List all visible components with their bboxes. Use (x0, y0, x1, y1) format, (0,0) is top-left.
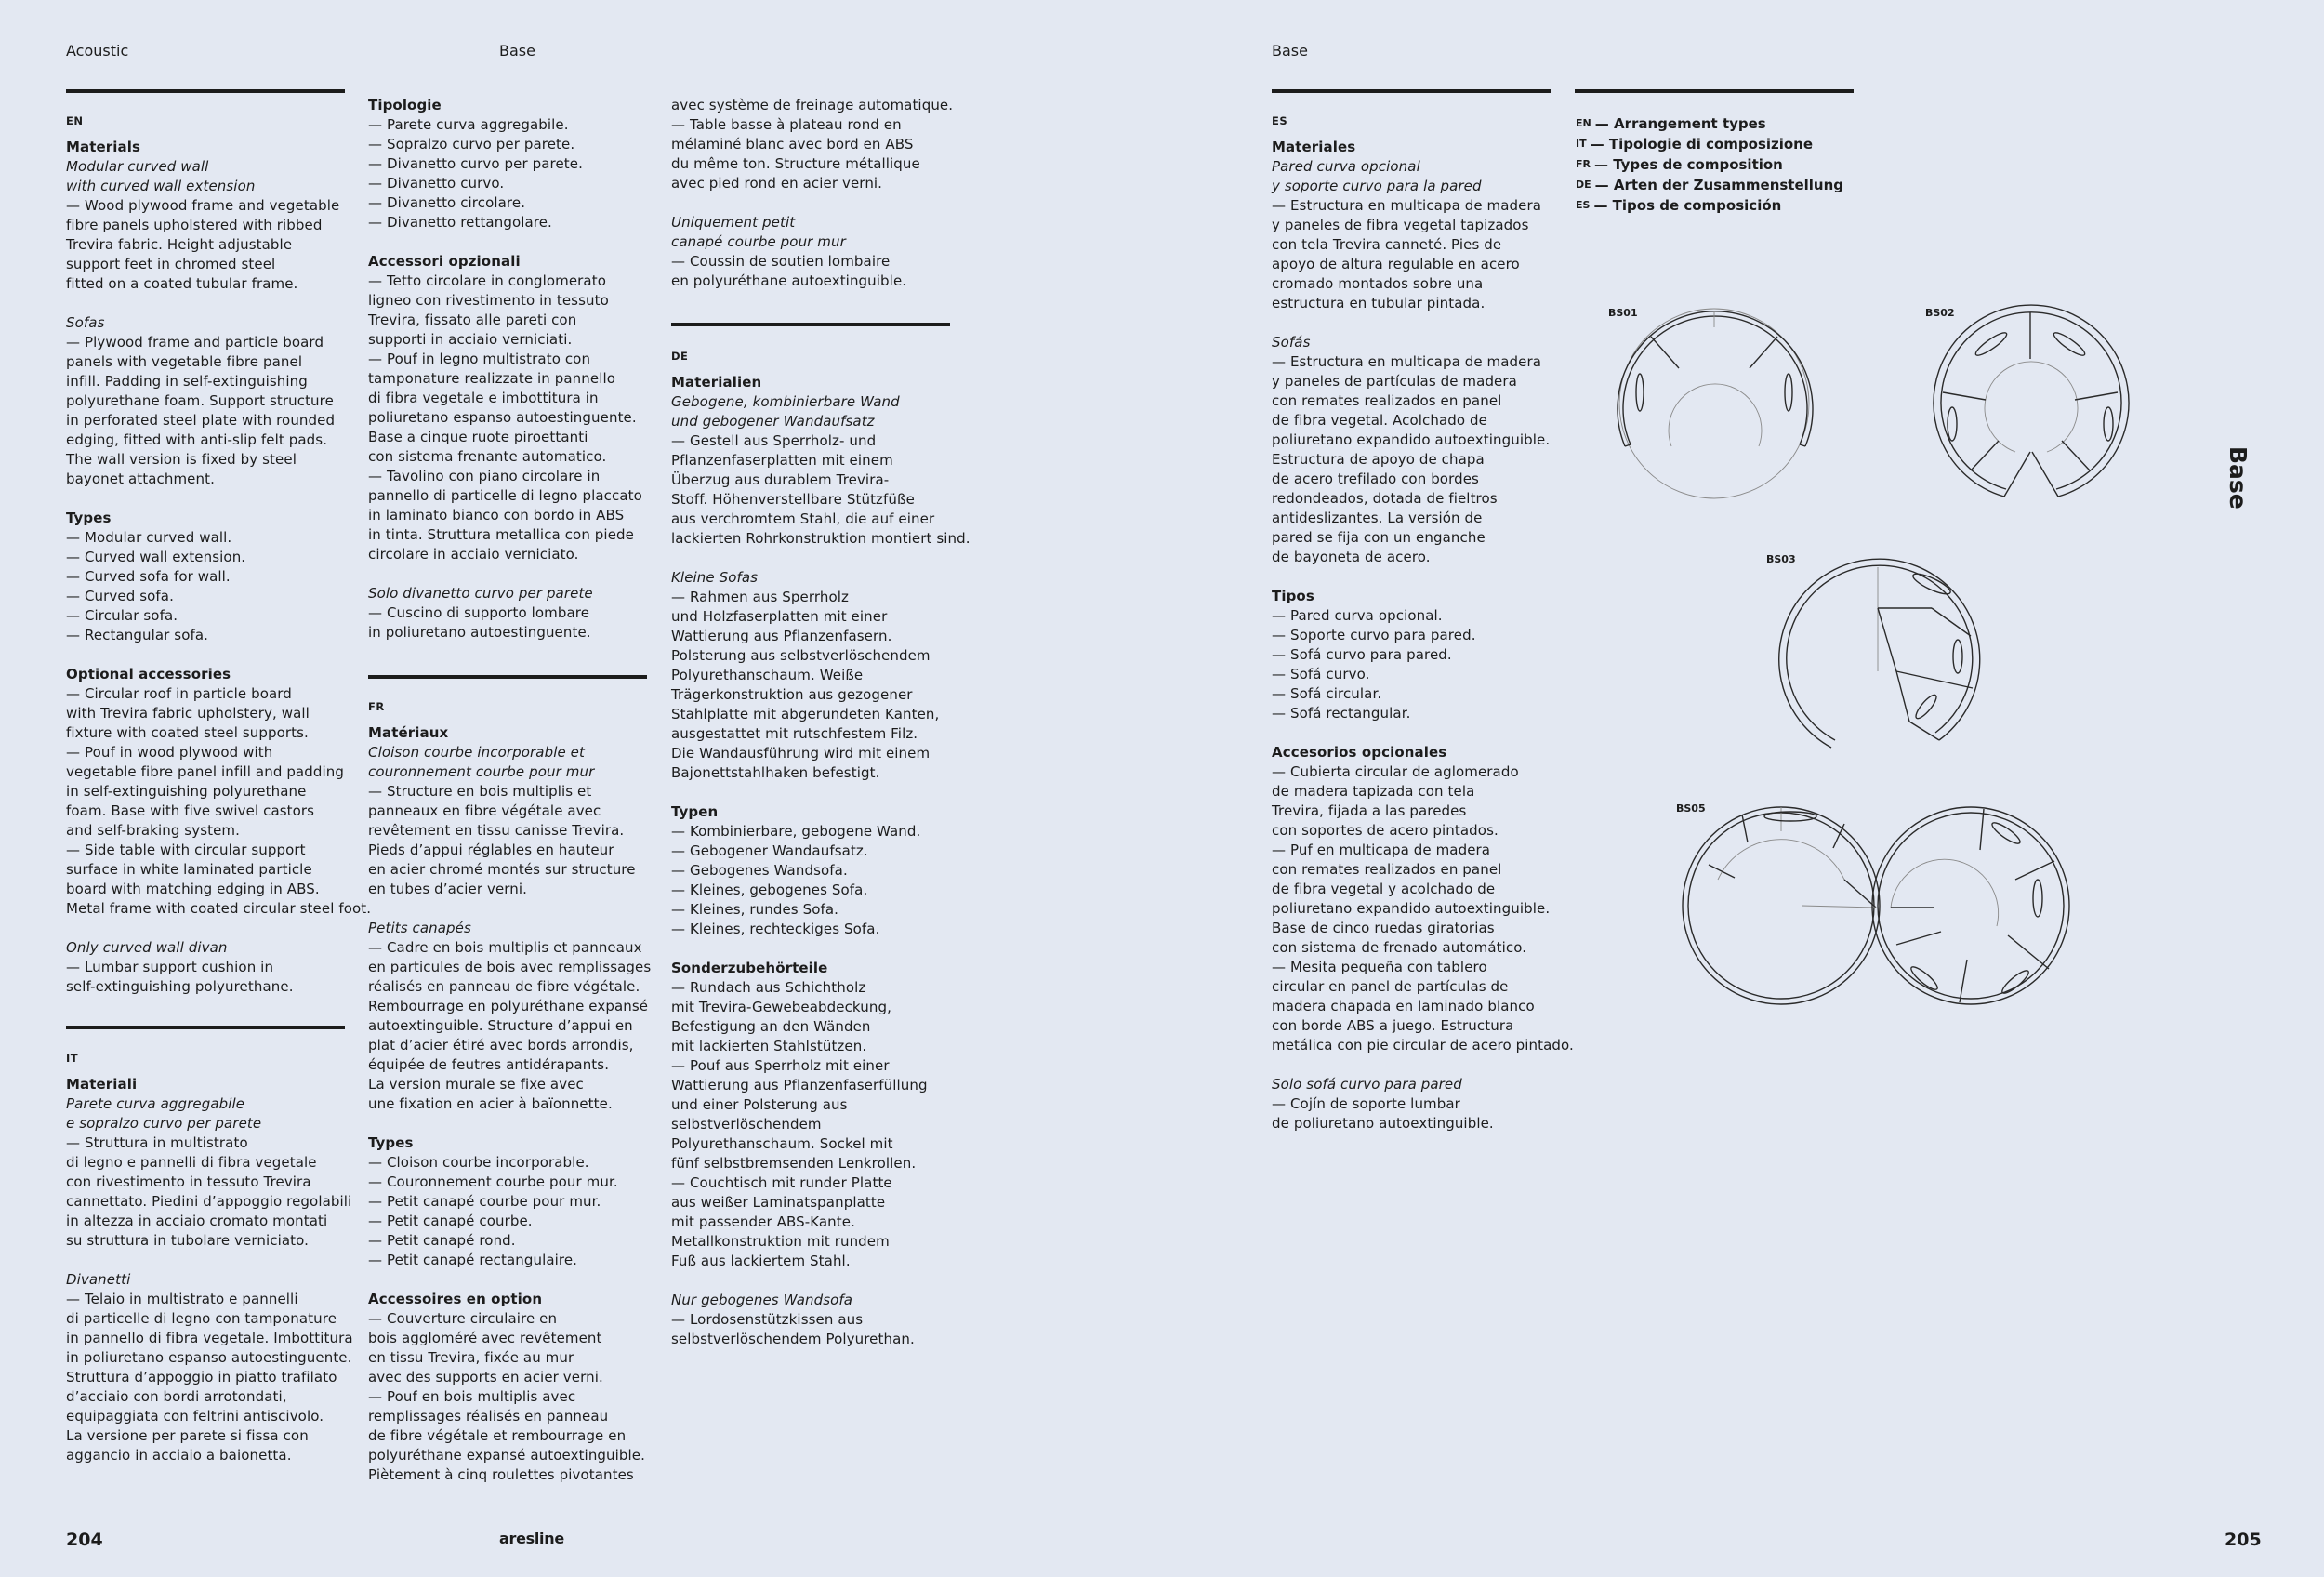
text-line: aus verchromtem Stahl, die auf einer (671, 510, 935, 527)
text-line: — Petit canapé courbe pour mur. (368, 1193, 601, 1210)
text-line: mit lackierten Stahlstützen. (671, 1038, 867, 1054)
text-line: panels with vegetable fibre panel (66, 353, 303, 370)
text-line: — Cojín de soporte lumbar (1272, 1095, 1460, 1112)
arrangement-item: IT — Tipologie di composizione (1576, 136, 1814, 152)
text-line: fünf selbstbremsenden Lenkrollen. (671, 1155, 917, 1172)
text-line: polyuréthane expansé autoextinguible. (368, 1447, 646, 1464)
language-code: DE (671, 350, 689, 363)
text-line: Uniquement petit (671, 214, 796, 231)
text-line: Accesorios opcionales (1272, 744, 1447, 761)
diagram-bs05 (1681, 805, 2090, 1010)
text-line: cannettato. Piedini d’appoggio regolabili (66, 1193, 352, 1210)
text-line: — Sofá rectangular. (1272, 705, 1411, 722)
text-line: polyurethane foam. Support structure (66, 392, 334, 409)
text-line: apoyo de altura regulable en acero (1272, 256, 1520, 272)
text-line: — Petit canapé rond. (368, 1232, 516, 1249)
text-line: — Gebogener Wandaufsatz. (671, 842, 868, 859)
text-line: — Sofá curvo para pared. (1272, 646, 1452, 663)
text-line: — Coussin de soutien lombaire (671, 253, 891, 270)
text-line: Solo divanetto curvo per parete (368, 585, 593, 602)
text-line: di particelle di legno con tamponature (66, 1310, 337, 1327)
text-line: tamponature realizzate in pannello (368, 370, 616, 387)
text-block (671, 568, 969, 783)
text-line: — Kombinierbare, gebogene Wand. (671, 823, 921, 840)
text-block (1272, 1075, 1569, 1133)
arrangement-item: ES — Tipos de composición (1576, 197, 1782, 214)
text-line: — Rahmen aus Sperrholz (671, 589, 849, 605)
diagram-label-bs05: BS05 (1676, 802, 1706, 815)
text-line: Pieds d’appui réglables en hauteur (368, 842, 614, 858)
text-line: fibre panels upholstered with ribbed (66, 217, 323, 233)
text-line: Pflanzenfaserplatten mit einem (671, 452, 893, 469)
text-line: Solo sofá curvo para pared (1272, 1076, 1462, 1093)
text-line: — Lordosenstützkissen aus (671, 1311, 864, 1328)
text-line: Wattierung aus Pflanzenfasern. (671, 628, 892, 644)
text-line: Trevira fabric. Height adjustable (66, 236, 293, 253)
text-line: Optional accessories (66, 666, 231, 682)
text-block (66, 313, 363, 489)
page-number-right: 205 (2225, 1530, 2262, 1550)
text-line: — Table basse à plateau rond en (671, 116, 902, 133)
text-line: und gebogener Wandaufsatz (671, 413, 875, 430)
text-line: y paneles de fibra vegetal tapizados (1272, 217, 1529, 233)
arrangement-types-list (1576, 113, 1843, 216)
text-line: — Kleines, rundes Sofa. (671, 901, 839, 918)
text-line: — Gestell aus Sperrholz- und (671, 432, 877, 449)
text-line: Parete curva aggregabile (66, 1095, 245, 1112)
text-line: — Mesita pequeña con tablero (1272, 959, 1487, 975)
text-line: Accessori opzionali (368, 253, 521, 270)
text-line: ligneo con rivestimento in tessuto (368, 292, 609, 309)
text-line: — Petit canapé courbe. (368, 1213, 533, 1229)
text-line: y soporte curvo para la pared (1272, 178, 1482, 194)
text-line: La versione per parete si fissa con (66, 1427, 309, 1444)
divider (1575, 89, 1854, 93)
text-line: in tinta. Struttura metallica con piede (368, 526, 634, 543)
text-line: fixture with coated steel supports. (66, 724, 309, 741)
text-line: Base a cinque ruote piroettanti (368, 429, 588, 445)
text-line: — Parete curva aggregabile. (368, 116, 569, 133)
text-line: Stahlplatte mit abgerundeten Kanten, (671, 706, 940, 722)
text-line: autoextinguible. Structure d’appui en (368, 1017, 633, 1034)
divider (671, 323, 950, 326)
text-line: — Circular sofa. (66, 607, 178, 624)
text-line: und einer Polsterung aus (671, 1096, 848, 1113)
text-line: revêtement en tissu canisse Trevira. (368, 822, 625, 839)
arrangement-item: EN — Arrangement types (1576, 115, 1766, 132)
text-line: con soportes de acero pintados. (1272, 822, 1499, 839)
text-line: — Divanetto circolare. (368, 194, 526, 211)
text-line: avec système de freinage automatique. (671, 97, 954, 113)
page-title-left: Base (499, 42, 535, 60)
text-line: in laminato bianco con bordo in ABS (368, 507, 625, 523)
diagram-bs02 (1934, 307, 2138, 511)
text-line: Piètement à cinq roulettes pivotantes (368, 1466, 634, 1483)
text-line: Matériaux (368, 724, 449, 741)
text-line: Gebogene, kombinierbare Wand (671, 393, 900, 410)
text-line: Cloison courbe incorporable et (368, 744, 585, 761)
text-line: pared se fija con un enganche (1272, 529, 1486, 546)
text-line: Polsterung aus selbstverlöschendem (671, 647, 931, 664)
text-line: avec des supports en acier verni. (368, 1369, 603, 1385)
text-line: Nur gebogenes Wandsofa (671, 1292, 853, 1308)
text-line: en tissu Trevira, fixée au mur (368, 1349, 574, 1366)
text-line: con borde ABS a juego. Estructura (1272, 1017, 1514, 1034)
text-line: aus weißer Laminatspanplatte (671, 1194, 886, 1211)
text-line: de acero trefilado con bordes (1272, 470, 1479, 487)
text-line: con sistema frenante automatico. (368, 448, 607, 465)
text-line: Metal frame with coated circular steel foot. (66, 900, 372, 917)
text-line: supporti in acciaio verniciati. (368, 331, 573, 348)
text-line: Wattierung aus Pflanzenfaserfüllung (671, 1077, 928, 1093)
text-line: Estructura de apoyo de chapa (1272, 451, 1485, 468)
text-line: su struttura in tubolare verniciato. (66, 1232, 310, 1249)
text-line: aggancio in acciaio a baionetta. (66, 1447, 292, 1464)
arrangement-item: DE — Arten der Zusammenstellung (1576, 177, 1844, 193)
text-line: in poliuretano autoestinguente. (368, 624, 591, 641)
text-block (66, 509, 363, 645)
text-block (368, 96, 666, 232)
text-line: equipaggiata con feltrini antiscivolo. (66, 1408, 324, 1425)
text-line: — Petit canapé rectangulaire. (368, 1252, 578, 1268)
text-line: in perforated steel plate with rounded (66, 412, 336, 429)
text-line: mit Trevira-Gewebeabdeckung, (671, 999, 891, 1015)
language-code: IT (66, 1052, 79, 1065)
text-line: — Pouf en bois multiplis avec (368, 1388, 576, 1405)
text-line: antideslizantes. La versión de (1272, 510, 1483, 526)
text-line: d’acciaio con bordi arrotondati, (66, 1388, 287, 1405)
text-line: — Structure en bois multiplis et (368, 783, 592, 800)
text-block (1272, 333, 1569, 567)
text-line: circolare in acciaio verniciato. (368, 546, 579, 563)
column-es (1272, 112, 1574, 1153)
text-block (368, 1133, 666, 1270)
text-line: poliuretano expandido autoextinguible. (1272, 900, 1551, 917)
text-block (671, 213, 969, 291)
text-line: Base de cinco ruedas giratorias (1272, 920, 1495, 936)
text-block (671, 802, 969, 939)
text-line: Kleine Sofas (671, 569, 759, 586)
text-line: in altezza in acciaio cromato montati (66, 1213, 328, 1229)
text-line: — Tavolino con piano circolare in (368, 468, 601, 484)
page-number-left: 204 (66, 1530, 103, 1550)
text-line: redondeados, dotada de fieltros (1272, 490, 1498, 507)
text-line: — Cadre en bois multiplis et panneaux (368, 939, 642, 956)
text-line: self-extinguishing polyurethane. (66, 978, 294, 995)
text-line: di fibra vegetale e imbottitura in (368, 390, 599, 406)
text-line: e sopralzo curvo per parete (66, 1115, 262, 1132)
arrangement-item: FR — Types de composition (1576, 156, 1783, 173)
text-block (66, 665, 372, 919)
text-line: Tipologie (368, 97, 442, 113)
text-line: infill. Padding in self-extinguishing (66, 373, 308, 390)
text-line: fitted on a coated tubular frame. (66, 275, 298, 292)
divider (66, 89, 345, 93)
text-block (1272, 743, 1574, 1055)
text-line: bois aggloméré avec revêtement (368, 1330, 602, 1346)
text-block (671, 373, 969, 549)
text-line: — Couronnement courbe pour mur. (368, 1173, 618, 1190)
text-block (368, 584, 666, 643)
text-line: metálica con pie circular de acero pintado. (1272, 1037, 1574, 1054)
text-block (368, 919, 666, 1114)
text-line: — Estructura en multicapa de madera (1272, 353, 1542, 370)
text-line: Überzug aus durablem Trevira- (671, 471, 890, 488)
text-line: Accessoires en option (368, 1291, 543, 1307)
language-code: ES (1272, 114, 1288, 127)
text-line: Befestigung an den Wänden (671, 1018, 871, 1035)
text-block (368, 1290, 666, 1485)
text-line: canapé courbe pour mur (671, 233, 846, 250)
text-block (66, 938, 363, 997)
text-line: selbstverlöschendem Polyurethan. (671, 1331, 915, 1347)
text-line: board with matching edging in ABS. (66, 881, 320, 897)
text-block (1272, 138, 1569, 313)
text-line: de fibra vegetal. Acolchado de (1272, 412, 1487, 429)
text-line: Struttura d’appoggio in piatto trafilato (66, 1369, 337, 1385)
text-line: Trägerkonstruktion aus gezogener (671, 686, 913, 703)
column-fr (368, 697, 666, 1504)
text-line: — Divanetto curvo. (368, 175, 505, 192)
text-line: — Pouf in wood plywood with (66, 744, 273, 761)
text-block (66, 138, 363, 294)
text-line: Sonderzubehörteile (671, 960, 828, 976)
text-line: and self-braking system. (66, 822, 240, 839)
text-line: de fibre végétale et rembourrage en (368, 1427, 627, 1444)
text-line: — Side table with circular support (66, 842, 306, 858)
text-line: — Rectangular sofa. (66, 627, 209, 643)
text-line: bayonet attachment. (66, 470, 215, 487)
side-section-label: Base (2225, 446, 2251, 510)
text-line: de madera tapizada con tela (1272, 783, 1475, 800)
text-line: con tela Trevira canneté. Pies de (1272, 236, 1502, 253)
text-line: — Divanetto curvo per parete. (368, 155, 583, 172)
text-line: Materials (66, 139, 141, 155)
text-line: vegetable fibre panel infill and padding (66, 763, 344, 780)
text-line: — Couchtisch mit runder Platte (671, 1174, 892, 1191)
text-line: cromado montados sobre una (1272, 275, 1484, 292)
text-line: Types (66, 510, 112, 526)
text-line: Rembourrage en polyuréthane expansé (368, 998, 649, 1014)
text-block (66, 1075, 363, 1251)
text-line: — Curved sofa for wall. (66, 568, 231, 585)
text-line: Tipos (1272, 588, 1314, 604)
text-line: Die Wandausführung wird mit einem (671, 745, 931, 762)
text-block (671, 959, 969, 1271)
language-code: FR (368, 700, 385, 713)
text-line: Sofas (66, 314, 105, 331)
text-line: — Curved sofa. (66, 588, 174, 604)
text-line: in self-extinguishing polyurethane (66, 783, 307, 800)
section-label: Acoustic (66, 42, 129, 60)
text-line: plat d’acier étiré avec bords arrondis, (368, 1037, 634, 1054)
text-block (368, 252, 666, 564)
text-line: Stoff. Höhenverstellbare Stützfüße (671, 491, 915, 508)
text-line: panneaux en fibre végétale avec (368, 802, 601, 819)
text-line: — Kleines, rechteckiges Sofa. (671, 921, 880, 937)
text-line: Sofás (1272, 334, 1311, 351)
text-line: y paneles de partículas de madera (1272, 373, 1517, 390)
text-line: — Telaio in multistrato e pannelli (66, 1291, 298, 1307)
text-line: — Sofá circular. (1272, 685, 1382, 702)
text-line: de poliuretano autoextinguible. (1272, 1115, 1494, 1132)
text-line: — Circular roof in particle board (66, 685, 292, 702)
text-line: selbstverlöschendem (671, 1116, 822, 1133)
divider (368, 675, 647, 679)
column-en (66, 112, 372, 1016)
text-line: mélaminé blanc avec bord en ABS (671, 136, 914, 152)
diagram-label-bs02: BS02 (1925, 307, 1955, 319)
text-line: Polyurethanschaum. Weiße (671, 667, 864, 683)
diagram-bs01 (1618, 307, 1822, 511)
text-line: — Puf en multicapa de madera (1272, 842, 1491, 858)
text-line: — Divanetto rettangolare. (368, 214, 552, 231)
text-line: couronnement courbe pour mur (368, 763, 595, 780)
text-line: Divanetti (66, 1271, 131, 1288)
diagram-bs03 (1776, 556, 1989, 770)
text-line: und Holzfaserplatten mit einer (671, 608, 888, 625)
text-line: — Plywood frame and particle board (66, 334, 324, 351)
text-line: Pared curva opcional (1272, 158, 1420, 175)
text-line: con remates realizados en panel (1272, 861, 1502, 878)
text-line: du même ton. Structure métallique (671, 155, 920, 172)
text-line: — Pared curva opcional. (1272, 607, 1443, 624)
text-line: circular en panel de partículas de (1272, 978, 1509, 995)
text-line: de bayoneta de acero. (1272, 549, 1431, 565)
diagram-label-bs03: BS03 (1766, 553, 1796, 565)
text-line: con remates realizados en panel (1272, 392, 1502, 409)
text-line: Trevira, fijada a las paredes (1272, 802, 1467, 819)
text-line: ausgestattet mit rutschfestem Filz. (671, 725, 918, 742)
text-line: estructura en tubular pintada. (1272, 295, 1486, 311)
text-line: La version murale se fixe avec (368, 1076, 584, 1093)
text-line: — Tetto circolare in conglomerato (368, 272, 606, 289)
text-line: madera chapada en laminado blanco (1272, 998, 1535, 1014)
text-line: une fixation en acier à baïonnette. (368, 1095, 613, 1112)
text-line: en acier chromé montés sur structure (368, 861, 636, 878)
text-line: — Modular curved wall. (66, 529, 232, 546)
text-line: — Estructura en multicapa de madera (1272, 197, 1542, 214)
text-line: — Cloison courbe incorporable. (368, 1154, 589, 1171)
text-line: surface in white laminated particle (66, 861, 312, 878)
text-line: — Gebogenes Wandsofa. (671, 862, 848, 879)
text-line: foam. Base with five swivel castors (66, 802, 315, 819)
text-line: con rivestimento in tessuto Trevira (66, 1173, 311, 1190)
text-line: pannello di particelle di legno placcato (368, 487, 642, 504)
text-block (66, 1270, 363, 1465)
text-block (671, 1291, 969, 1349)
text-line: avec pied rond en acier verni. (671, 175, 883, 192)
column-fr-continued (671, 96, 969, 311)
text-line: di legno e pannelli di fibra vegetale (66, 1154, 317, 1171)
text-line: Polyurethanschaum. Sockel mit (671, 1135, 893, 1152)
text-block (1272, 587, 1569, 723)
diagram-label-bs01: BS01 (1608, 307, 1638, 319)
column-it (66, 1049, 363, 1485)
column-it-continued (368, 96, 666, 662)
text-line: Trevira, fissato alle pareti con (368, 311, 577, 328)
text-line: remplissages réalisés en panneau (368, 1408, 609, 1425)
text-line: — Kleines, gebogenes Sofa. (671, 881, 868, 898)
text-line: en tubes d’acier verni. (368, 881, 528, 897)
text-block (368, 723, 666, 899)
text-line: Materiali (66, 1076, 138, 1093)
text-line: poliuretano espanso autoestinguente. (368, 409, 637, 426)
text-line: poliuretano expandido autoextinguible. (1272, 431, 1551, 448)
divider (1272, 89, 1551, 93)
brand-logo: aresline (499, 1530, 564, 1547)
text-line: Bajonettstahlhaken befestigt. (671, 764, 880, 781)
text-line: équipée de feutres antidérapants. (368, 1056, 610, 1073)
text-line: de fibra vegetal y acolchado de (1272, 881, 1496, 897)
text-line: Materialien (671, 374, 762, 391)
text-line: The wall version is fixed by steel (66, 451, 297, 468)
text-line: Materiales (1272, 139, 1356, 155)
text-line: lackierten Rohrkonstruktion montiert sind. (671, 530, 971, 547)
text-block (671, 96, 969, 193)
text-line: — Pouf aus Sperrholz mit einer (671, 1057, 890, 1074)
text-line: Petits canapés (368, 920, 471, 936)
text-line: — Soporte curvo para pared. (1272, 627, 1476, 643)
text-line: Metallkonstruktion mit rundem (671, 1233, 890, 1250)
text-line: — Struttura in multistrato (66, 1134, 248, 1151)
text-line: — Lumbar support cushion in (66, 959, 274, 975)
text-line: — Sofá curvo. (1272, 666, 1370, 682)
text-line: with curved wall extension (66, 178, 256, 194)
text-line: — Couverture circulaire en (368, 1310, 558, 1327)
text-line: Only curved wall divan (66, 939, 228, 956)
text-line: support feet in chromed steel (66, 256, 276, 272)
text-line: en polyuréthane autoextinguible. (671, 272, 907, 289)
text-line: en particules de bois avec remplissages (368, 959, 652, 975)
text-line: Types (368, 1134, 414, 1151)
text-line: Fuß aus lackiertem Stahl. (671, 1252, 851, 1269)
text-line: — Pouf in legno multistrato con (368, 351, 591, 367)
text-line: — Cubierta circular de aglomerado (1272, 763, 1519, 780)
text-line: con sistema de frenado automático. (1272, 939, 1527, 956)
column-de (671, 347, 969, 1369)
text-line: in pannello di fibra vegetale. Imbottitura (66, 1330, 353, 1346)
text-line: Typen (671, 803, 719, 820)
text-line: edging, fitted with anti-slip felt pads. (66, 431, 328, 448)
text-line: in poliuretano espanso autoestinguente. (66, 1349, 352, 1366)
text-line: réalisés en panneau de fibre végétale. (368, 978, 640, 995)
language-code: EN (66, 114, 84, 127)
text-line: — Cuscino di supporto lombare (368, 604, 590, 621)
divider (66, 1026, 345, 1029)
text-line: — Curved wall extension. (66, 549, 246, 565)
text-line: — Sopralzo curvo per parete. (368, 136, 575, 152)
text-line: — Rundach aus Schichtholz (671, 979, 866, 996)
text-line: — Wood plywood frame and vegetable (66, 197, 340, 214)
text-line: with Trevira fabric upholstery, wall (66, 705, 310, 722)
text-line: Modular curved wall (66, 158, 209, 175)
text-line: mit passender ABS-Kante. (671, 1213, 855, 1230)
page-title-right: Base (1272, 42, 1308, 60)
